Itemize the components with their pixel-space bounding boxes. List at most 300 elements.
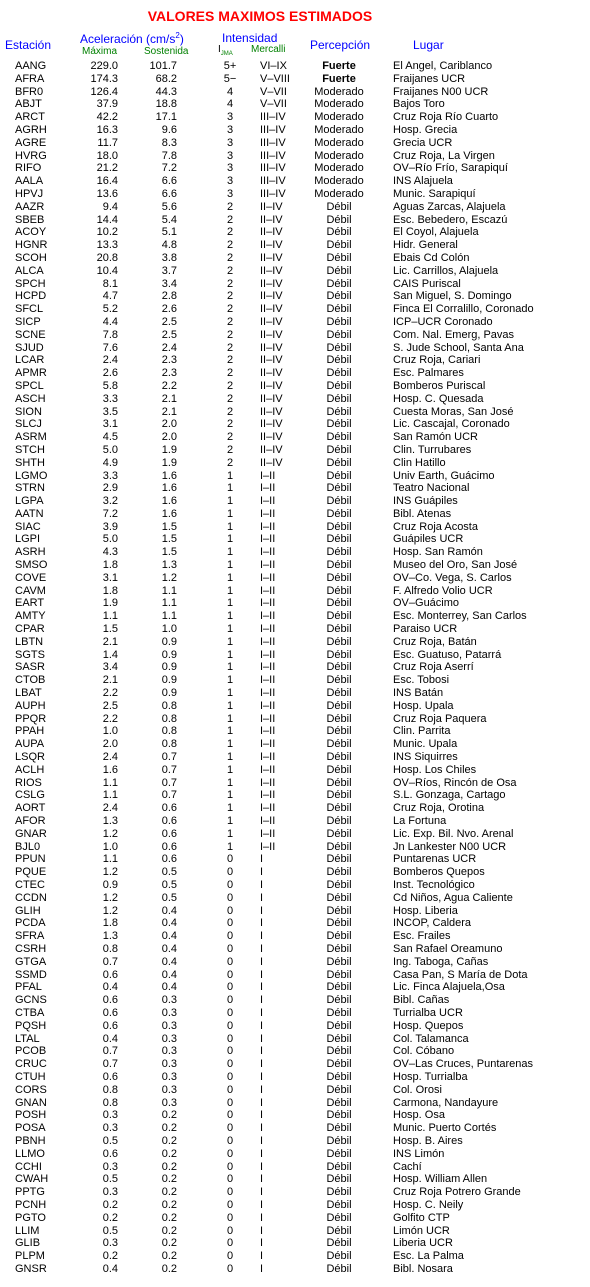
table-row — [0, 1237, 590, 1250]
perception: Débil — [326, 815, 352, 828]
location: Hosp. Los Chiles — [393, 763, 477, 776]
accel-sustained: 2.0 — [161, 418, 177, 431]
table-row — [0, 879, 590, 892]
station-code: SCOH — [15, 251, 47, 264]
location: Jn Lankester N00 UCR — [393, 840, 507, 853]
accel-max: 0.8 — [102, 1096, 118, 1109]
accel-max: 18.0 — [96, 149, 118, 162]
location: Guápiles UCR — [393, 533, 464, 546]
station-code: SHTH — [15, 456, 45, 469]
accel-sustained: 3.7 — [161, 264, 177, 277]
station-code: SCNE — [15, 328, 46, 341]
intensity-mercalli: I–II — [260, 520, 276, 533]
accel-sustained: 9.6 — [161, 123, 177, 136]
accel-sustained: 1.3 — [161, 559, 177, 572]
perception: Fuerte — [322, 60, 356, 72]
table-row — [0, 610, 590, 623]
intensity-mercalli: I — [260, 1032, 264, 1045]
perception: Débil — [326, 623, 352, 636]
station-code: LGPI — [15, 533, 41, 546]
accel-max: 0.3 — [102, 1109, 118, 1122]
table-row — [0, 226, 590, 239]
intensity-mercalli: I–II — [260, 559, 276, 572]
location: Carmona, Nandayure — [393, 1096, 499, 1109]
perception: Débil — [326, 891, 352, 904]
intensity-mercalli: I–II — [260, 751, 276, 764]
intensity-jma: 0 — [226, 930, 234, 943]
station-code: CTBA — [15, 1006, 45, 1019]
table-row — [0, 956, 590, 969]
accel-max: 126.4 — [90, 85, 118, 98]
accel-sustained: 1.5 — [161, 533, 177, 546]
intensity-jma: 1 — [226, 827, 234, 840]
accel-sustained: 2.0 — [161, 431, 177, 444]
intensity-jma: 1 — [226, 635, 234, 648]
accel-sustained: 0.3 — [161, 1032, 177, 1045]
location: Hosp. Liberia — [393, 904, 458, 917]
accel-max: 0.5 — [102, 1134, 118, 1147]
table-row — [0, 725, 590, 738]
intensity-jma: 1 — [226, 751, 234, 764]
accel-max: 0.3 — [102, 1186, 118, 1199]
accel-sustained: 0.7 — [161, 763, 177, 776]
station-code: SPCL — [15, 379, 44, 392]
location: Cruz Roja Río Cuarto — [393, 111, 499, 124]
intensity-mercalli: II–IV — [260, 328, 283, 341]
location: Bibl. Cañas — [393, 994, 450, 1007]
table-row — [0, 1173, 590, 1186]
table-row — [0, 265, 590, 278]
perception: Débil — [326, 354, 352, 367]
accel-sustained: 0.4 — [161, 917, 177, 930]
perception: Débil — [326, 431, 352, 444]
perception: Débil — [326, 674, 352, 687]
accel-sustained: 0.7 — [161, 776, 177, 789]
accel-sustained: 0.2 — [161, 1198, 177, 1211]
intensity-jma: 0 — [226, 968, 234, 981]
table-row — [0, 815, 590, 828]
location: San Miguel, S. Domingo — [393, 290, 512, 303]
page-title: VALORES MAXIMOS ESTIMADOS — [147, 8, 373, 24]
perception: Débil — [326, 315, 352, 328]
station-code: ASCH — [15, 392, 46, 405]
location: CAIS Puriscal — [393, 277, 461, 290]
station-code: SASR — [15, 661, 45, 674]
accel-sustained: 0.4 — [161, 904, 177, 917]
intensity-mercalli: I — [260, 1147, 264, 1160]
accel-max: 0.6 — [102, 1006, 118, 1019]
intensity-jma: 1 — [226, 584, 234, 597]
station-code: PPTG — [15, 1186, 45, 1199]
accel-max: 9.4 — [102, 200, 118, 213]
table-row — [0, 981, 590, 994]
accel-max: 1.2 — [102, 904, 118, 917]
accel-sustained: 0.5 — [161, 891, 177, 904]
intensity-mercalli: I–II — [260, 507, 276, 520]
station-code: SFRA — [15, 930, 45, 943]
intensity-jma: 1 — [226, 546, 234, 559]
intensity-mercalli: I — [260, 904, 264, 917]
intensity-jma: 1 — [226, 507, 234, 520]
accel-sustained: 0.5 — [161, 879, 177, 891]
accel-max: 1.1 — [102, 776, 118, 789]
location: San Rafael Oreamuno — [393, 942, 503, 955]
intensity-jma: 1 — [226, 469, 234, 482]
accel-sustained: 1.9 — [161, 443, 177, 456]
intensity-mercalli: III–IV — [260, 123, 286, 136]
table-row — [0, 303, 590, 316]
intensity-jma: 1 — [226, 495, 234, 508]
station-code: LBTN — [15, 635, 44, 648]
station-code: ASRM — [15, 431, 47, 444]
perception: Moderado — [314, 123, 364, 136]
intensity-jma: 2 — [226, 405, 234, 418]
accel-max: 5.8 — [102, 379, 118, 392]
accel-max: 1.9 — [102, 597, 118, 610]
table-row — [0, 700, 590, 713]
perception: Fuerte — [322, 72, 356, 85]
perception: Débil — [326, 277, 352, 290]
table-row — [0, 124, 590, 137]
location: Hosp. Turrialba — [393, 1070, 468, 1083]
intensity-jma: 2 — [226, 315, 234, 328]
intensity-jma: 1 — [226, 789, 234, 802]
perception: Débil — [326, 495, 352, 508]
location: Fraijanes N00 UCR — [393, 85, 489, 98]
subheader-ijma — [218, 44, 233, 57]
accel-max: 8.1 — [102, 277, 118, 290]
accel-max: 2.4 — [102, 354, 118, 367]
accel-sustained: 0.3 — [161, 1058, 177, 1071]
station-code: AMTY — [15, 610, 46, 623]
location: OV–Ríos, Rincón de Osa — [393, 776, 517, 789]
station-code: LLMO — [15, 1147, 45, 1160]
location: Esc. Bebedero, Escazú — [393, 213, 508, 226]
accel-max: 0.7 — [102, 955, 118, 968]
station-code: GLIB — [15, 1237, 41, 1250]
table-row — [0, 649, 590, 662]
accel-sustained: 5.1 — [161, 226, 177, 239]
accel-sustained: 0.4 — [161, 968, 177, 981]
location: Teatro Nacional — [393, 482, 470, 495]
perception: Débil — [326, 968, 352, 981]
accel-max: 0.6 — [102, 1070, 118, 1083]
intensity-jma: 2 — [226, 392, 234, 405]
accel-sustained: 0.6 — [161, 853, 177, 866]
intensity-jma: 0 — [226, 981, 234, 994]
perception: Débil — [326, 533, 352, 546]
accel-max: 4.3 — [102, 546, 118, 559]
intensity-jma: 0 — [226, 1211, 234, 1224]
table-row — [0, 802, 590, 815]
perception: Débil — [326, 1045, 352, 1058]
table-row — [0, 1186, 590, 1199]
location: Bibl. Nosara — [393, 1262, 453, 1275]
intensity-mercalli: II–IV — [260, 264, 283, 277]
table-row — [0, 917, 590, 930]
location: La Fortuna — [393, 815, 447, 828]
intensity-jma: 0 — [226, 1186, 234, 1199]
station-code: SION — [15, 405, 42, 418]
location: OV–Guácimo — [393, 597, 460, 610]
location: Col. Orosi — [393, 1083, 442, 1096]
table-row — [0, 278, 590, 291]
perception: Débil — [326, 776, 352, 789]
intensity-jma: 4 — [226, 98, 234, 111]
intensity-mercalli: I–II — [260, 533, 276, 546]
intensity-mercalli: I — [260, 1173, 264, 1186]
intensity-mercalli: VI–IX — [260, 60, 287, 72]
intensity-jma: 0 — [226, 1160, 234, 1173]
accel-sustained: 2.1 — [161, 392, 177, 405]
intensity-jma: 1 — [226, 776, 234, 789]
intensity-jma: 1 — [226, 712, 234, 725]
location: Turrialba UCR — [393, 1006, 463, 1019]
intensity-jma: 0 — [226, 1032, 234, 1045]
intensity-mercalli: I–II — [260, 571, 276, 584]
accel-sustained: 7.2 — [161, 162, 177, 175]
intensity-mercalli: I–II — [260, 802, 276, 815]
accel-max: 5.0 — [102, 443, 118, 456]
intensity-jma: 2 — [226, 213, 234, 226]
header-aceleracion-close: ) — [179, 32, 184, 46]
intensity-jma: 3 — [226, 187, 234, 200]
perception: Débil — [326, 379, 352, 392]
accel-sustained: 0.9 — [161, 687, 177, 700]
accel-sustained: 0.3 — [161, 1070, 177, 1083]
accel-max: 0.6 — [102, 994, 118, 1007]
station-code: GNSR — [15, 1262, 47, 1275]
accel-max: 4.5 — [102, 431, 118, 444]
table-row — [0, 521, 590, 534]
intensity-jma: 1 — [226, 610, 234, 623]
accel-max: 3.5 — [102, 405, 118, 418]
accel-sustained: 2.5 — [161, 315, 177, 328]
location: Cruz Roja Potrero Grande — [393, 1186, 521, 1199]
station-code: APMR — [15, 367, 47, 380]
intensity-mercalli: II–IV — [260, 431, 283, 444]
location: Fraijanes UCR — [393, 72, 466, 85]
accel-max: 0.5 — [102, 1173, 118, 1186]
intensity-jma: 1 — [226, 533, 234, 546]
accel-sustained: 6.6 — [161, 187, 177, 200]
station-code: HGNR — [15, 239, 48, 252]
location: Hosp. San Ramón — [393, 546, 483, 559]
intensity-jma: 0 — [226, 942, 234, 955]
accel-max: 3.4 — [102, 661, 118, 674]
table-row — [0, 329, 590, 342]
accel-max: 1.1 — [102, 789, 118, 802]
perception: Débil — [326, 802, 352, 815]
perception: Débil — [326, 200, 352, 213]
station-code: RIOS — [15, 776, 42, 789]
station-code: SJUD — [15, 341, 44, 354]
location: INS Guápiles — [393, 495, 458, 508]
location: Munic. Puerto Cortés — [393, 1122, 497, 1135]
table-row — [0, 111, 590, 124]
perception: Débil — [326, 866, 352, 879]
accel-max: 4.7 — [102, 290, 118, 303]
accel-max: 2.4 — [102, 751, 118, 764]
intensity-jma: 0 — [226, 1070, 234, 1083]
station-code: AAZR — [15, 200, 45, 213]
table-row — [0, 316, 590, 329]
location: Hosp. C. Quesada — [393, 392, 484, 405]
intensity-jma: 0 — [226, 1122, 234, 1135]
station-code: ASRH — [15, 546, 46, 559]
accel-sustained: 1.6 — [161, 482, 177, 495]
accel-max: 1.5 — [102, 623, 118, 636]
accel-sustained: 0.2 — [161, 1211, 177, 1224]
intensity-mercalli: V–VII — [260, 98, 287, 111]
intensity-jma: 1 — [226, 648, 234, 661]
intensity-jma: 1 — [226, 520, 234, 533]
intensity-mercalli: I — [260, 917, 264, 930]
intensity-mercalli: II–IV — [260, 367, 283, 380]
accel-max: 1.4 — [102, 648, 118, 661]
intensity-mercalli: I — [260, 1186, 264, 1199]
accel-max: 14.4 — [96, 213, 118, 226]
station-code: AFRA — [15, 72, 45, 85]
station-code: HCPD — [15, 290, 47, 303]
intensity-jma: 4 — [226, 85, 234, 98]
intensity-mercalli: II–IV — [260, 303, 283, 316]
table-row — [0, 559, 590, 572]
station-code: PBNH — [15, 1134, 46, 1147]
accel-sustained: 0.2 — [161, 1134, 177, 1147]
accel-max: 0.3 — [102, 1237, 118, 1250]
station-code: LCAR — [15, 354, 45, 367]
accel-max: 1.3 — [102, 930, 118, 943]
intensity-jma: 1 — [226, 687, 234, 700]
intensity-mercalli: II–IV — [260, 418, 283, 431]
location: INS Alajuela — [393, 175, 453, 188]
station-code: EART — [15, 597, 45, 610]
location: Aguas Zarcas, Alajuela — [393, 200, 506, 213]
perception: Débil — [326, 443, 352, 456]
intensity-jma: 0 — [226, 1237, 234, 1250]
perception: Débil — [326, 917, 352, 930]
table-row — [0, 86, 590, 99]
accel-max: 0.6 — [102, 1019, 118, 1032]
location: Cachí — [393, 1160, 422, 1173]
accel-max: 0.2 — [102, 1250, 118, 1263]
perception: Débil — [326, 1224, 352, 1237]
intensity-mercalli: I–II — [260, 674, 276, 687]
intensity-jma: 0 — [226, 891, 234, 904]
intensity-jma: 2 — [226, 277, 234, 290]
accel-sustained: 3.4 — [161, 277, 177, 290]
accel-sustained: 68.2 — [155, 72, 177, 85]
accel-max: 10.4 — [96, 264, 118, 277]
accel-max: 13.3 — [96, 239, 118, 252]
table-row — [0, 252, 590, 265]
perception: Moderado — [314, 136, 364, 149]
location: Bibl. Atenas — [393, 507, 452, 520]
table-row — [0, 290, 590, 303]
intensity-mercalli: V–VIII — [260, 72, 290, 85]
station-code: PPQR — [15, 712, 47, 725]
station-code: CSLG — [15, 789, 45, 802]
accel-max: 1.8 — [102, 917, 118, 930]
location: Ebais Cd Colón — [393, 251, 470, 264]
station-code: STRN — [15, 482, 45, 495]
intensity-jma: 2 — [226, 328, 234, 341]
perception: Débil — [326, 1006, 352, 1019]
table-row — [0, 636, 590, 649]
accel-max: 7.8 — [102, 328, 118, 341]
intensity-mercalli: I–II — [260, 469, 276, 482]
accel-sustained: 2.6 — [161, 303, 177, 316]
table-row — [0, 1122, 590, 1135]
station-code: AFOR — [15, 815, 46, 828]
perception: Débil — [326, 942, 352, 955]
accel-max: 2.2 — [102, 687, 118, 700]
table-row — [0, 418, 590, 431]
station-code: ALCA — [15, 264, 44, 277]
table-row — [0, 1045, 590, 1058]
table-row — [0, 905, 590, 918]
accel-sustained: 0.3 — [161, 1096, 177, 1109]
intensity-jma: 1 — [226, 482, 234, 495]
perception: Débil — [326, 507, 352, 520]
table-row — [0, 60, 590, 73]
accel-sustained: 0.3 — [161, 994, 177, 1007]
intensity-jma: 0 — [226, 1019, 234, 1032]
perception: Débil — [326, 725, 352, 738]
location: OV–Co. Vega, S. Carlos — [393, 571, 512, 584]
intensity-mercalli: II–IV — [260, 443, 283, 456]
accel-sustained: 0.6 — [161, 815, 177, 828]
location: Cruz Roja, Orotina — [393, 802, 485, 815]
intensity-mercalli: I — [260, 968, 264, 981]
accel-sustained: 5.4 — [161, 213, 177, 226]
accel-sustained: 0.3 — [161, 1006, 177, 1019]
intensity-jma: 2 — [226, 367, 234, 380]
location: Hosp. Upala — [393, 699, 454, 712]
station-code: LLIM — [15, 1224, 40, 1237]
intensity-mercalli: I — [260, 1109, 264, 1122]
intensity-mercalli: II–IV — [260, 379, 283, 392]
accel-max: 0.4 — [102, 1262, 118, 1275]
station-code: SSMD — [15, 968, 47, 981]
intensity-mercalli: I — [260, 1198, 264, 1211]
accel-max: 3.3 — [102, 469, 118, 482]
accel-sustained: 0.4 — [161, 930, 177, 943]
station-code: GTGA — [15, 955, 47, 968]
intensity-mercalli: II–IV — [260, 277, 283, 290]
intensity-jma: 2 — [226, 418, 234, 431]
subheader-sostenida: Sostenida — [144, 46, 189, 57]
header-aceleracion-sup: 2 — [175, 31, 180, 40]
accel-sustained: 2.2 — [161, 379, 177, 392]
intensity-mercalli: I — [260, 1122, 264, 1135]
location: Limón UCR — [393, 1224, 450, 1237]
accel-sustained: 1.5 — [161, 520, 177, 533]
accel-sustained: 17.1 — [155, 111, 177, 124]
accel-max: 1.2 — [102, 891, 118, 904]
station-code: AANG — [15, 60, 47, 72]
accel-sustained: 0.2 — [161, 1262, 177, 1275]
accel-max: 3.3 — [102, 392, 118, 405]
intensity-mercalli: I — [260, 1083, 264, 1096]
accel-sustained: 1.1 — [161, 610, 177, 623]
accel-max: 2.1 — [102, 674, 118, 687]
perception: Débil — [326, 392, 352, 405]
location: El Coyol, Alajuela — [393, 226, 479, 239]
intensity-mercalli: I — [260, 1019, 264, 1032]
location: Com. Nal. Emerg, Pavas — [393, 328, 515, 341]
